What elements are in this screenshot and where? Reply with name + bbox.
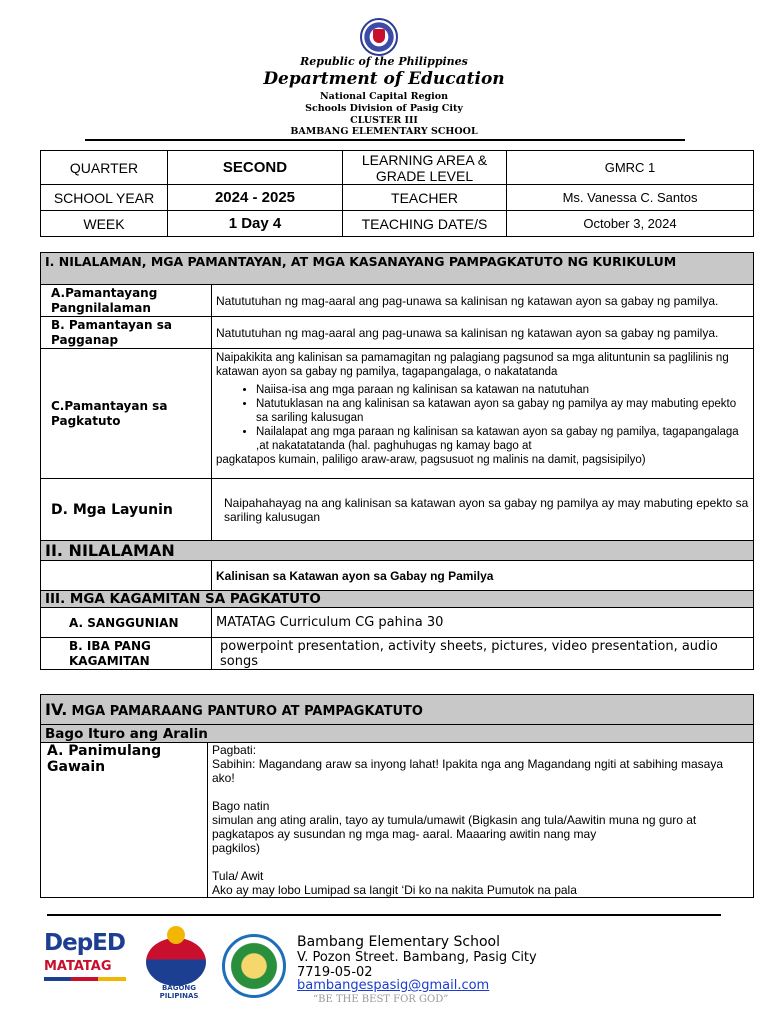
section3-title: III. MGA KAGAMITAN SA PAGKATUTO	[41, 591, 754, 608]
footer-motto: “BE THE BEST FOR GOD”	[313, 994, 449, 1005]
gawain-line: Ako ay may lobo Lumipad sa langit ‘Di ko na nakita Pumutok na pala	[212, 883, 577, 897]
pagkatuto-intro: Naipakikita ang kalinisan sa pamamagitan ng palagiang pagsunod sa mga alituntunin sa paglilinis ng katawan ayon sa gabay ng pamilya, tagapangalaga, o nakatatanda	[216, 352, 729, 378]
footer-address: V. Pozon Street. Bambang, Pasig City	[297, 950, 537, 965]
area-value: GMRC 1	[507, 151, 754, 185]
section1-title: I. NILALAMAN, MGA PAMANTAYAN, AT MGA KASANAYANG PAMPAGKATUTO NG KURIKULUM	[41, 253, 754, 285]
section4-table	[40, 694, 754, 898]
week-label: WEEK	[41, 211, 168, 237]
gawain-line: simulan ang ating aralin, tayo ay tumula/umawit (Bigkasin ang tula/Aawitin muna ng guro at	[212, 813, 697, 827]
school-seal-icon	[222, 934, 286, 998]
week-value: 1 Day 4	[168, 211, 343, 237]
date-value: October 3, 2024	[507, 211, 754, 237]
section2-empty-cell	[41, 561, 212, 591]
list-item: • Naiisa-isa ang mga paraan ng kalinisan sa katawan na natutuhan	[256, 383, 749, 397]
teacher-label: TEACHER	[343, 185, 507, 211]
quarter-label: QUARTER	[41, 151, 168, 185]
info-table	[40, 150, 754, 237]
gawain-line	[212, 855, 749, 869]
section4-title-cell	[41, 695, 754, 725]
cluster-line: CLUSTER III	[350, 115, 418, 126]
logo-stripe	[44, 977, 126, 981]
division-line: Schools Division of Pasig City	[305, 103, 463, 114]
gawain-line	[212, 785, 749, 799]
bagong-pilipinas-logo	[143, 926, 215, 1000]
list-item: • Nailalapat ang mga paraan ng kalinisan sa katawan ayon sa gabay ng pamilya, tagapangalaga ,at nakatatatanda (hal. paghuhugas ng kamay bago at	[256, 425, 749, 453]
gawain-line: pagkatapos ay susundan ng mga mag- aaral. Maaaring awitin nang may	[212, 827, 597, 841]
section4-number: IV.	[45, 700, 68, 719]
gawain-line: Sabihin: Magandang araw sa inyong lahat! Ipakita nga ang Magandang ngiti at sabihing masaya ako!	[212, 757, 724, 785]
department-title: Department of Education	[263, 69, 505, 89]
quarter-value: SECOND	[168, 151, 343, 185]
republic-line: Republic of the Philippines	[300, 55, 468, 68]
pamantayan-pagganap-text: Natututuhan ng mag-aaral ang pag-unawa sa kalinisan ng katawan ayon sa gabay ng pamilya.	[212, 317, 754, 349]
pamantayan-pagganap-label: B. Pamantayan sa Pagganap	[41, 317, 212, 349]
gawain-line: Tula/ Awit	[212, 869, 264, 883]
deped-matatag-logo	[44, 930, 126, 992]
bagong-pilipinas-emblem-icon	[146, 938, 206, 986]
area-label: LEARNING AREA & GRADE LEVEL	[343, 151, 507, 185]
nilalaman-text: Kalinisan sa Katawan ayon sa Gabay ng Pamilya	[212, 561, 754, 591]
layunin-text: Naipahahayag na ang kalinisan sa katawan ayon sa gabay ng pamilya ay may mabuting epekto sa sariling kalusugan	[212, 479, 754, 541]
pagkatuto-list	[216, 383, 749, 453]
matatag-logo-text: MATATAG	[44, 959, 112, 974]
bagong-pilipinas-text: BAGONG PILIPINAS	[159, 984, 199, 1000]
footer-school-name: Bambang Elementary School	[297, 934, 501, 950]
header-divider	[85, 139, 685, 141]
year-value: 2024 - 2025	[168, 185, 343, 211]
section2-title: II. NILALAMAN	[41, 541, 754, 561]
footer-phone: 7719-05-02	[297, 965, 373, 980]
gawain-line: Pagbati:	[212, 743, 257, 757]
gawain-line: pagkilos)	[212, 841, 261, 855]
iba-pang-kagamitan-text: powerpoint presentation, activity sheets, pictures, video presentation, audio songs	[212, 638, 754, 670]
list-item: • Natutuklasan na ang kalinisan sa katawan ayon sa gabay ng pamilya ay may mabuting epekto sa sariling kalusugan	[256, 397, 749, 425]
deped-seal-icon	[360, 18, 398, 56]
lesson-table	[40, 252, 754, 670]
pamantayang-pangnilalaman-text: Natututuhan ng mag-aaral ang pag-unawa sa kalinisan ng katawan ayon sa gabay ng pamilya.	[212, 285, 754, 317]
layunin-label: D. Mga Layunin	[41, 479, 212, 541]
year-label: SCHOOL YEAR	[41, 185, 168, 211]
pamantayan-pagkatuto-cell	[212, 349, 754, 479]
school-line: BAMBANG ELEMENTARY SCHOOL	[290, 126, 478, 137]
sanggunian-label: A. SANGGUNIAN	[41, 608, 212, 638]
panimulang-gawain-cell	[208, 743, 754, 898]
deped-logo-text: DepED	[44, 930, 125, 956]
panimulang-gawain-label: A. Panimulang Gawain	[41, 743, 208, 898]
pamantayan-pagkatuto-label: C.Pamantayan sa Pagkatuto	[41, 349, 212, 479]
section4-title: MGA PAMARAANG PANTURO AT PAMPAGKATUTO	[71, 704, 423, 719]
iba-pang-kagamitan-label: B. IBA PANG KAGAMITAN	[41, 638, 212, 670]
section4-subtitle: Bago Ituro ang Aralin	[41, 725, 754, 743]
sun-icon	[167, 926, 185, 944]
sanggunian-text: MATATAG Curriculum CG pahina 30	[212, 608, 754, 638]
pamantayang-pangnilalaman-label: A.Pamantayang Pangnilalaman	[41, 285, 212, 317]
region-line: National Capital Region	[319, 91, 448, 102]
pagkatuto-tail: pagkatapos kumain, paliligo araw-araw, pagsusuot ng malinis na damit, pagsisipilyo)	[216, 454, 646, 466]
footer-divider	[47, 914, 721, 916]
teacher-value: Ms. Vanessa C. Santos	[507, 185, 754, 211]
gawain-line: Bago natin	[212, 799, 270, 813]
date-label: TEACHING DATE/S	[343, 211, 507, 237]
footer-email-link[interactable]: bambangespasig@gmail.com	[297, 978, 490, 993]
